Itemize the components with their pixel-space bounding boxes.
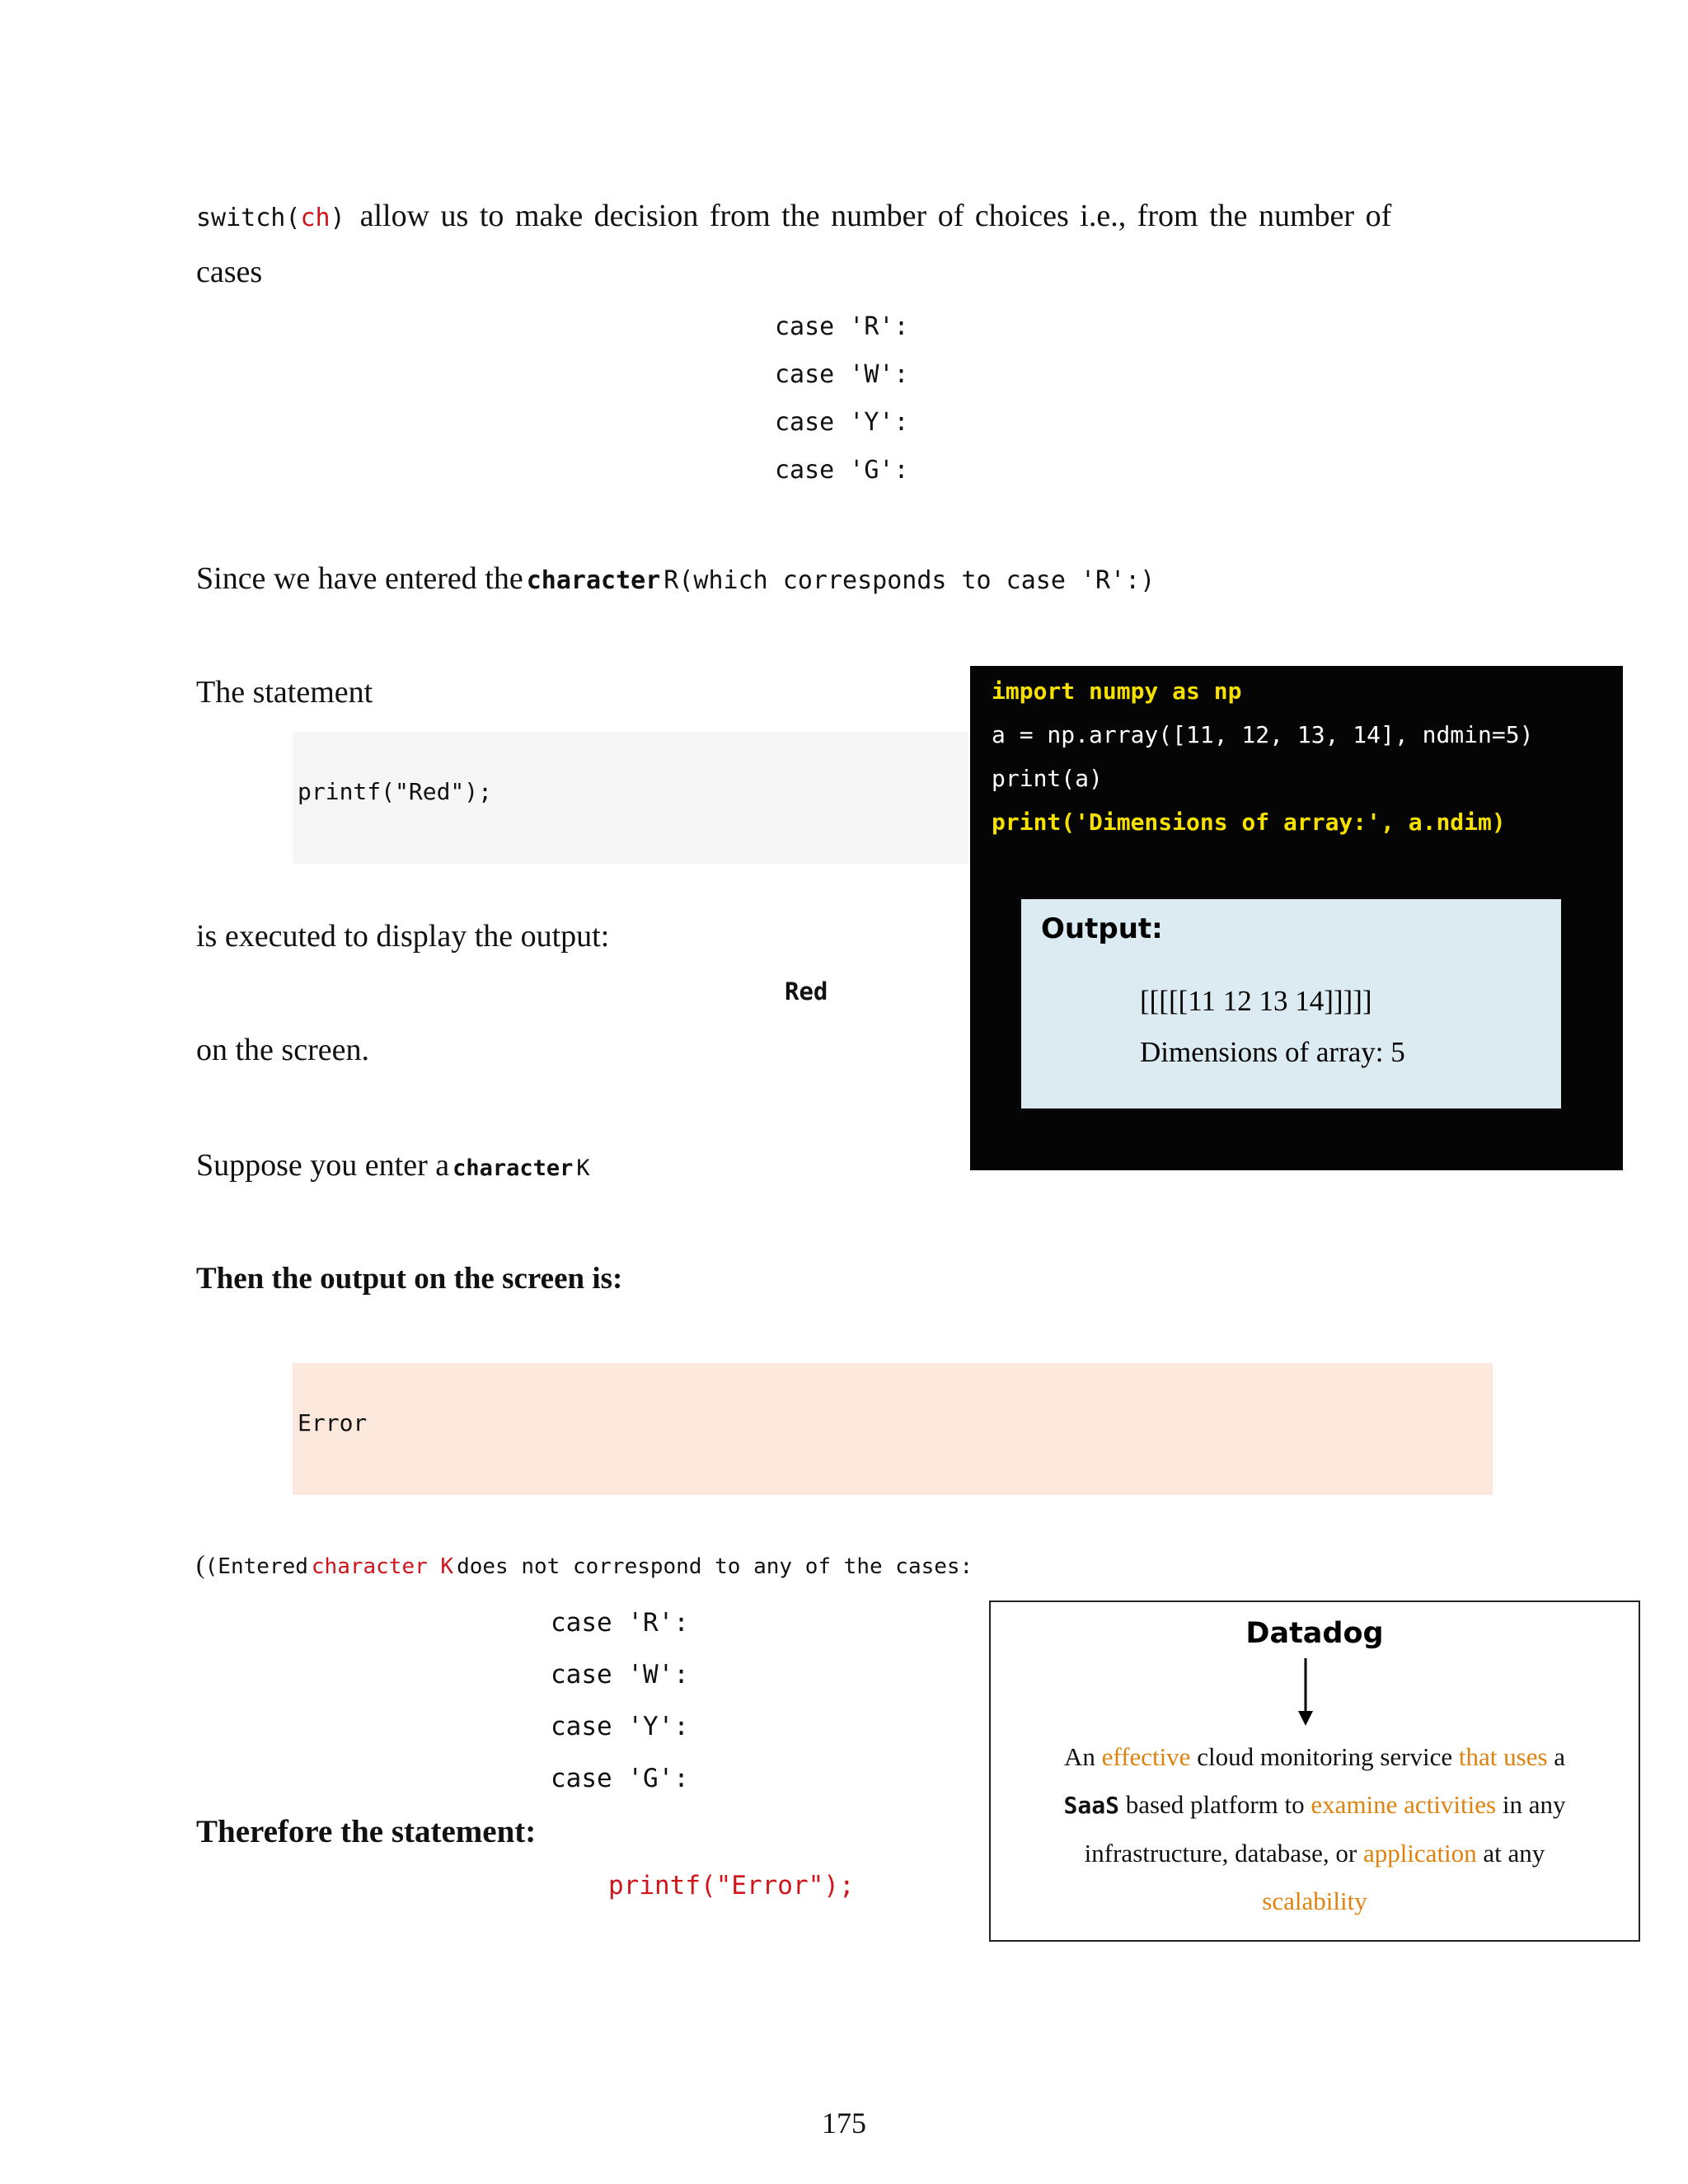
dd-text: infrastructure, database, or: [1084, 1839, 1357, 1868]
case-item: case 'G':: [551, 1764, 689, 1793]
note-paren: (: [196, 1549, 205, 1579]
note-rest: does not correspond to any of the cases:: [457, 1554, 973, 1579]
intro-line: [196, 198, 1391, 234]
numpy-code-panel: [970, 666, 1623, 1170]
entered-note: [196, 1549, 973, 1580]
output-red: Red: [785, 977, 828, 1005]
dd-text: a: [1554, 1742, 1566, 1771]
datadog-line-3: [991, 1839, 1639, 1868]
statement-label: The statement: [196, 675, 373, 710]
case-item: case 'G':: [775, 456, 909, 485]
arrow-down-icon: [1296, 1658, 1315, 1727]
output-box: [1021, 899, 1561, 1108]
dd-text: An: [1063, 1742, 1095, 1771]
datadog-title: Datadog: [1245, 1617, 1384, 1650]
since-line: [196, 560, 1155, 597]
case-item: case 'Y':: [775, 408, 909, 437]
dd-text: at any: [1483, 1839, 1545, 1868]
dd-saas: SaaS: [1063, 1792, 1119, 1819]
suppose-text: Suppose you enter a: [196, 1148, 450, 1183]
output-title: Output:: [1041, 912, 1163, 945]
dd-text: cloud monitoring service: [1197, 1742, 1453, 1771]
dd-text: in any: [1502, 1790, 1566, 1819]
suppose-bold-code: character: [452, 1155, 574, 1181]
on-screen-text: on the screen.: [196, 1033, 369, 1067]
case-item: case 'W':: [775, 360, 909, 389]
page-number: 175: [822, 2107, 866, 2139]
dd-highlight: effective: [1101, 1742, 1191, 1771]
since-bold-code: character: [526, 566, 661, 595]
since-code: R: [663, 566, 679, 595]
error-output-box: [293, 1363, 1493, 1495]
datadog-line-1: [991, 1742, 1639, 1772]
code-line-import: import numpy as np: [992, 677, 1242, 705]
therefore-heading: Therefore the statement:: [196, 1814, 537, 1849]
switch-code: switch(: [196, 204, 301, 232]
dd-highlight: that uses: [1458, 1742, 1548, 1771]
printf-red-box: [293, 732, 968, 864]
then-output-heading: Then the output on the screen is:: [196, 1262, 623, 1296]
since-text: Since we have entered the: [196, 561, 523, 596]
cases-top-list: [775, 303, 909, 494]
code-line-array: a = np.array([11, 12, 13, 14], ndmin=5): [992, 721, 1534, 748]
note-open: (Entered: [204, 1554, 308, 1579]
dd-text: based platform to: [1125, 1790, 1305, 1819]
case-item: case 'W':: [551, 1660, 689, 1690]
error-output-text: Error: [298, 1409, 368, 1436]
switch-arg: ch: [300, 204, 331, 232]
cases-bottom-list: [551, 1597, 689, 1805]
intro-cont: cases: [196, 255, 263, 289]
printf-red-code: printf("Red");: [298, 778, 493, 805]
code-line-print-dims: print('Dimensions of array:', a.ndim): [992, 808, 1506, 836]
switch-close: ): [330, 204, 345, 232]
case-item: case 'R':: [775, 312, 909, 341]
output-line-array: [[[[[11 12 13 14]]]]]: [1140, 985, 1372, 1017]
output-line-dims: Dimensions of array: 5: [1140, 1036, 1405, 1068]
suppose-line: [196, 1147, 590, 1183]
datadog-box: [989, 1601, 1640, 1942]
datadog-line-4: scalability: [1262, 1886, 1367, 1915]
since-paren: (which corresponds to case 'R':): [678, 566, 1156, 595]
code-line-print: print(a): [992, 765, 1103, 792]
case-item: case 'R':: [551, 1608, 689, 1638]
executed-text: is executed to display the output:: [196, 919, 610, 954]
note-red: character K: [311, 1554, 454, 1579]
intro-text: allow us to make decision from the number of choices i.e., from the number of: [359, 199, 1392, 233]
dd-highlight: application: [1362, 1839, 1477, 1868]
dd-highlight: examine activities: [1311, 1790, 1497, 1819]
printf-error-code: printf("Error");: [608, 1871, 855, 1900]
datadog-line-2: [991, 1790, 1639, 1820]
case-item: case 'Y':: [551, 1712, 689, 1741]
suppose-code: K: [576, 1155, 590, 1181]
